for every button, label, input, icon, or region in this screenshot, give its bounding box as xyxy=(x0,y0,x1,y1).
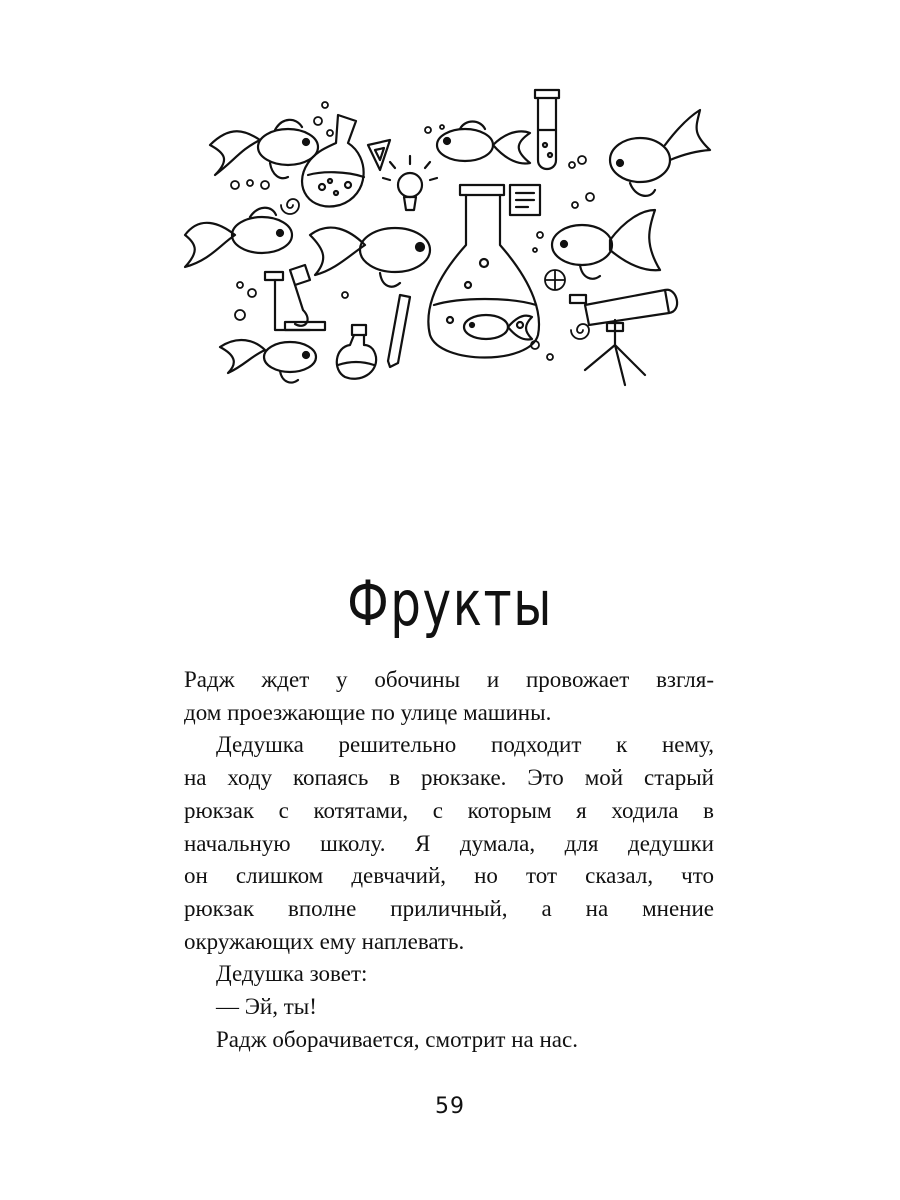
goldfish-icon xyxy=(185,208,292,267)
round-flask-icon xyxy=(302,115,364,206)
text-line: дом проезжающие по улице машины. xyxy=(184,699,552,725)
goldfish-icon xyxy=(220,340,316,383)
text-line: рюкзак с котятами, с которым я ходила в xyxy=(184,797,714,823)
chapter-title: Фрукты xyxy=(347,566,553,640)
text-line: окружающих ему наплевать. xyxy=(184,928,465,954)
text-line: — Эй, ты! xyxy=(216,994,317,1020)
goldfish-icon xyxy=(552,210,660,279)
text-line: начальную школу. Я думала, для дедушки xyxy=(184,830,714,856)
spiral-decoration xyxy=(281,199,589,339)
triangle-icon xyxy=(368,140,390,170)
paper-scroll-icon xyxy=(510,185,540,215)
text-line: Радж оборачивается, смотрит на нас. xyxy=(216,1026,578,1052)
text-line: Дедушка решительно подходит к нему, xyxy=(216,732,714,758)
science-doodle-illustration xyxy=(180,85,720,405)
test-tube-icon xyxy=(535,90,559,169)
body-text xyxy=(184,664,714,1056)
page-number: 59 xyxy=(435,1094,465,1119)
goldfish-icon xyxy=(210,120,318,178)
text-line: он слишком девчачий, но тот сказал, что xyxy=(184,863,714,889)
text-line: Дедушка зовет: xyxy=(216,961,368,987)
erlenmeyer-flask-icon xyxy=(428,185,539,358)
pencil-icon xyxy=(388,295,410,367)
text-line: рюкзак вполне приличный, а на мнение xyxy=(184,895,714,921)
goldfish-icon xyxy=(310,228,430,287)
text-line: Радж ждет у обочины и провожает взгля- xyxy=(184,667,714,692)
goldfish-icon xyxy=(437,122,530,164)
potion-bottle-icon xyxy=(337,325,376,379)
goldfish-icon xyxy=(610,110,710,196)
light-bulb-icon xyxy=(383,156,437,210)
text-line: на ходу копаясь в рюкзаке. Это мой старый xyxy=(184,765,714,791)
